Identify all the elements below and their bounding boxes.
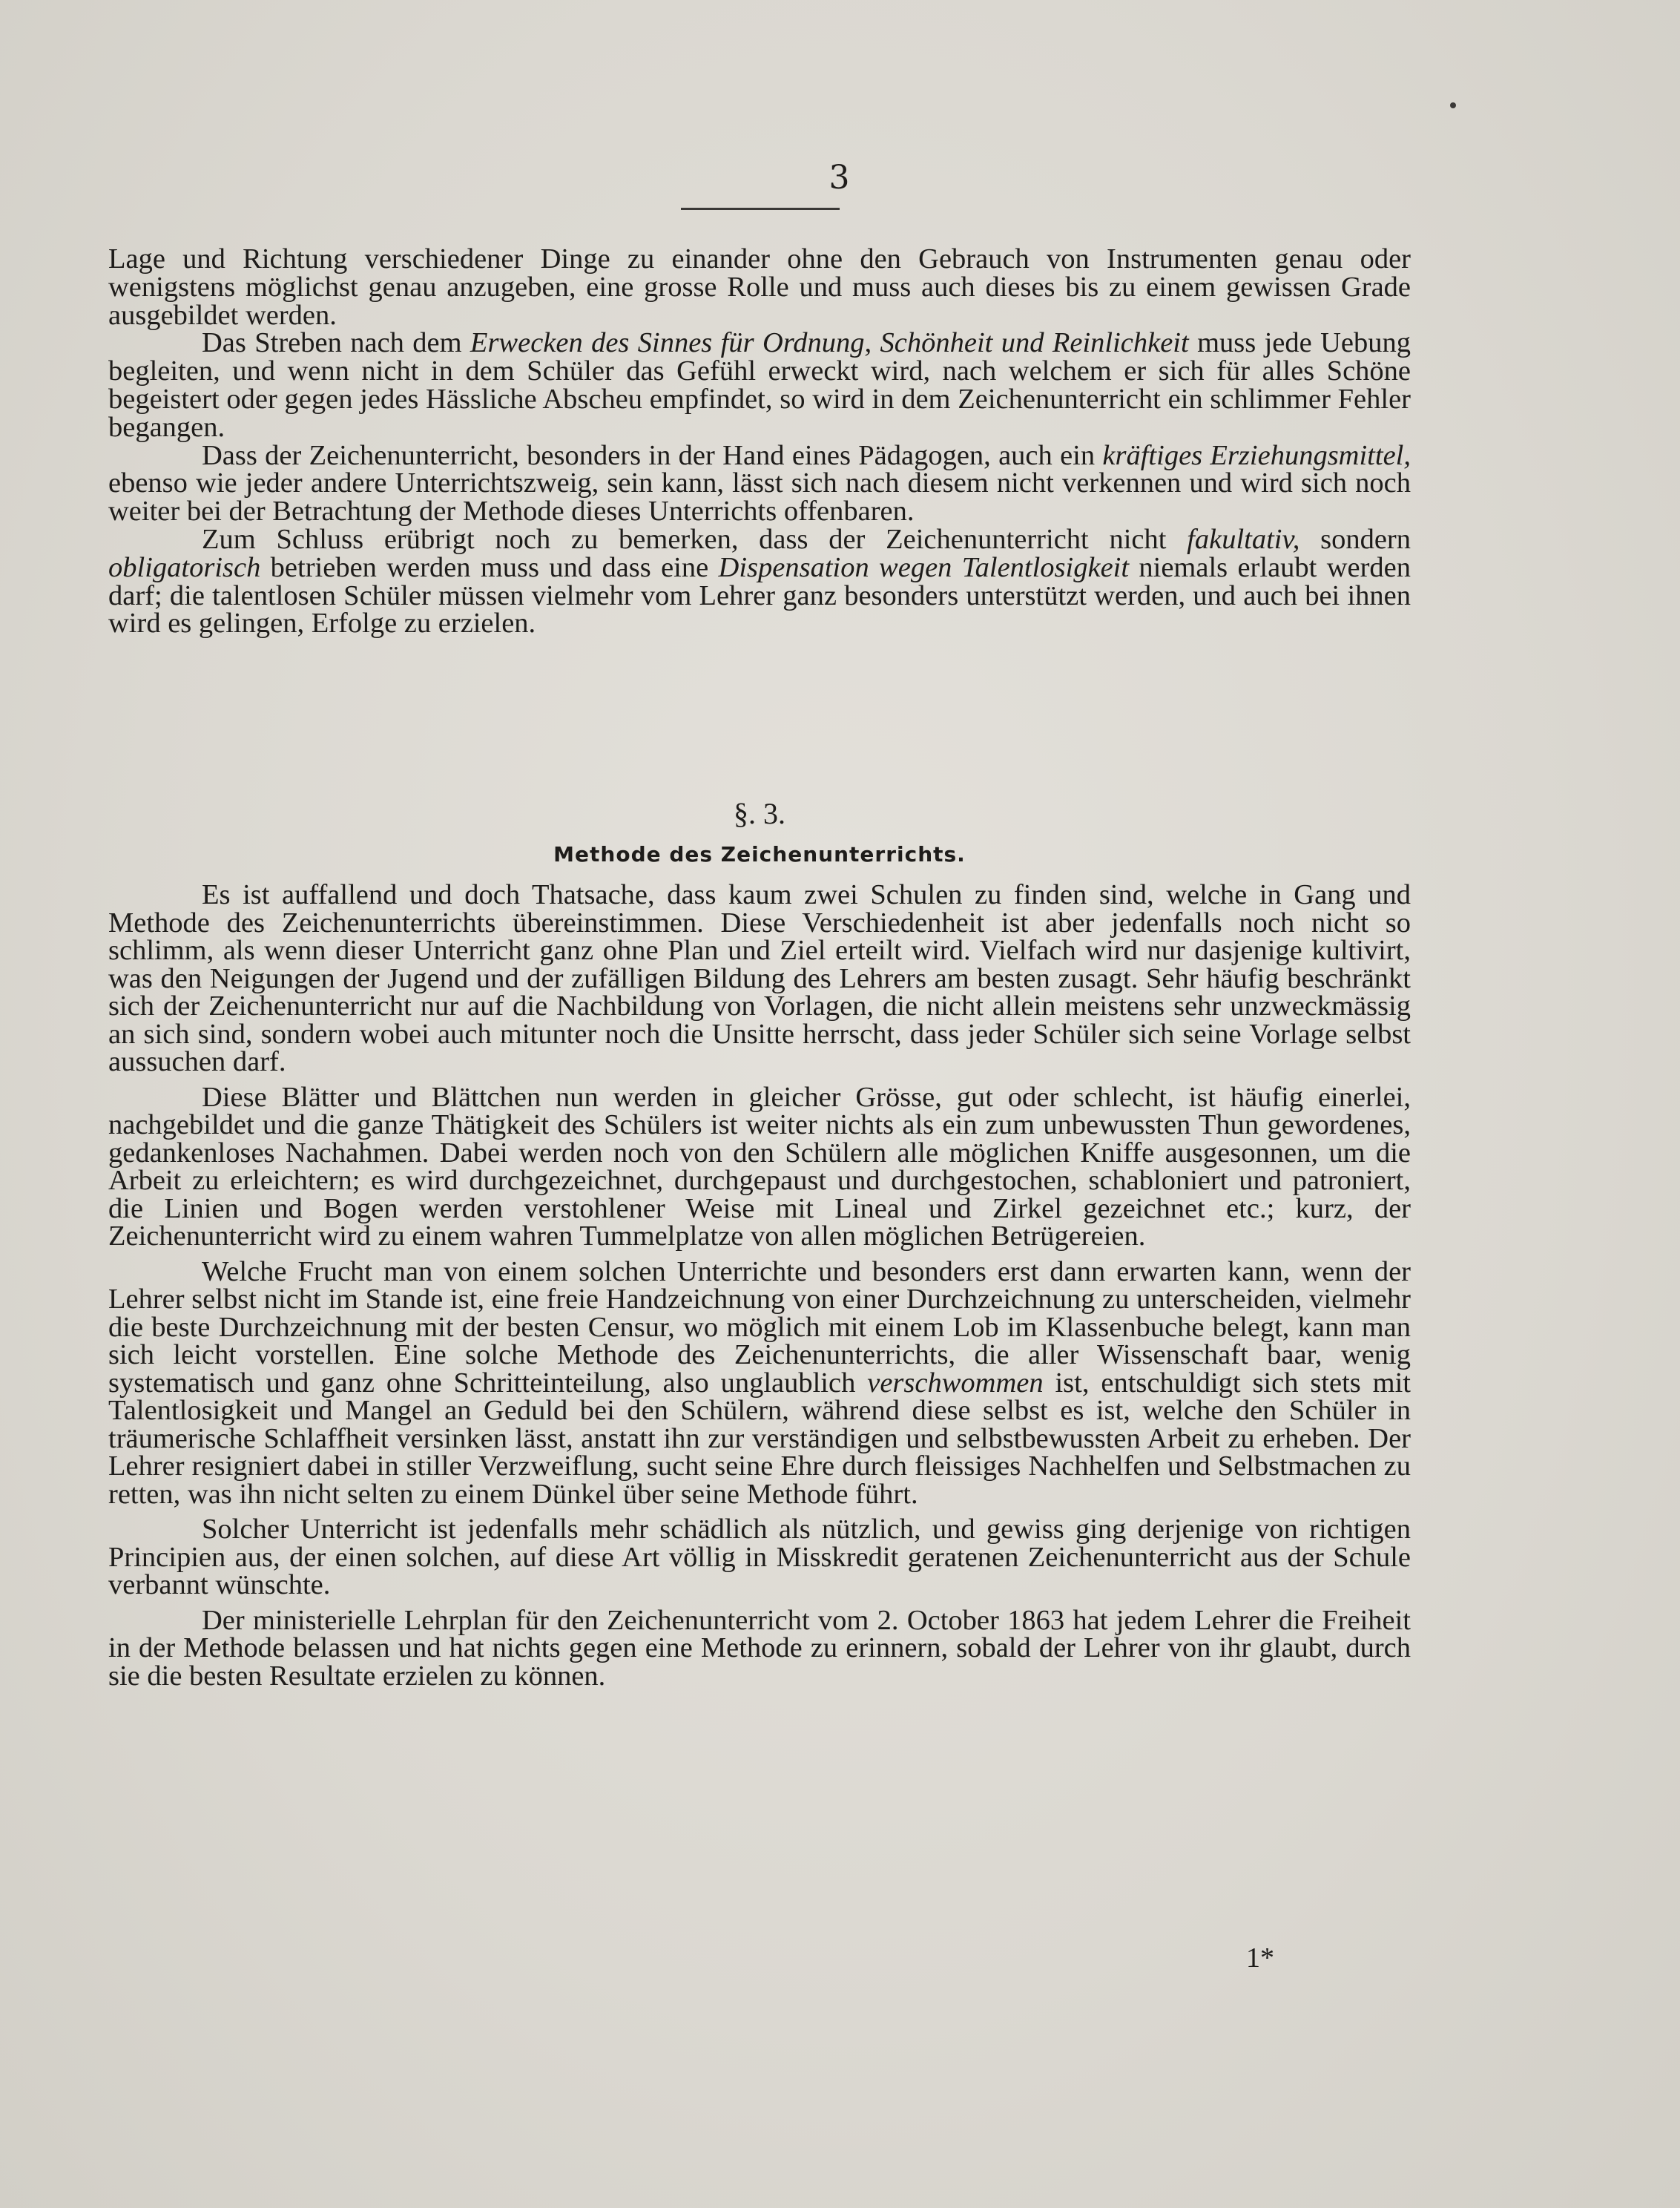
body-paragraph-5: Der ministerielle Lehrplan für den Zeichenunterricht vom 2. October 1863 hat jedem Lehrer die Freiheit in der Methode belassen und hat nichts gegen eine Methode zu erinnern, sobald der Lehrer von ihr glaubt, durch sie die besten Resultate erzielen zu können. xyxy=(108,1604,1411,1692)
text-run: betrieben werden muss und dass eine xyxy=(260,551,719,583)
intro-paragraph-2 xyxy=(108,329,1411,441)
body-text-block xyxy=(108,881,1411,1690)
emphasis: Erwecken des Sinnes für Ordnung, Schönheit und Reinlichkeit xyxy=(470,327,1189,359)
signature-mark: 1* xyxy=(1246,1942,1274,1974)
intro-paragraph-1: Lage und Richtung verschiedener Dinge zu einander ohne den Gebrauch von Instrumenten genau oder wenigstens möglichst genau anzugeben, eine grosse Rolle und muss auch dieses bis zu einem gewissen Grade ausgebildet werden. xyxy=(108,243,1411,331)
text-run: muss jede Uebung begleiten, und wenn nicht in dem Schüler das Gefühl erweckt wird, nach welchem er sich für alles Schöne begeistert oder gegen jedes Hässliche Abscheu empfindet, so wird in dem Zeichenunterricht ein schlimmer Fehler begangen. xyxy=(108,327,1411,443)
emphasis: kräftiges Erziehungsmittel, xyxy=(1102,439,1411,471)
body-paragraph-2: Diese Blätter und Blättchen nun werden in gleicher Grösse, gut oder schlecht, ist häufig einerlei, nachgebildet und die ganze Thätigkeit des Schülers ist weiter nichts als ein zum unbewussten Thun gewordenes, gedankenloses Nachahmen. Dabei werden noch von den Schülern alle möglichen Kniffe ausgesonnen, um die Arbeit zu erleichtern; es wird durchgezeichnet, durchgepaust und durchgestochen, schabloniert und patroniert, die Linien und Bogen werden verstohlener Weise mit Lineal und Zirkel gezeichnet etc.; kurz, der Zeichenunterricht wird zu einem wahren Tummelplatze von allen möglichen Betrügereien. xyxy=(108,1081,1411,1252)
text-run: Welche Frucht man von einem solchen Unterrichte und besonders erst dann erwarten kann, wenn der Lehrer selbst nicht im Stande ist, eine freie Handzeichnung von einer Durchzeichnung zu unterscheiden, vielmehr die beste Durchzeichnung mit der besten Censur, wo möglich mit einem Lob im Klassenbuche belegt, kann man sich leicht vorstellen. Eine solche Methode des Zeichenunterrichts, die aller Wissenschaft baar, wenig systematisch und ganz ohne Schritteinteilung, also unglaublich xyxy=(108,1255,1411,1399)
page-number: 3 xyxy=(829,159,851,197)
emphasis: obligatorisch xyxy=(108,551,261,583)
text-run: ebenso wie jeder andere Unterrichtszweig, sein kann, lässt sich nach diesem nicht verkennen und wird sich noch weiter bei der Betrachtung der Methode dieses Unterrichts offenbaren. xyxy=(108,467,1411,528)
ink-speck xyxy=(1450,102,1456,108)
intro-paragraph-3 xyxy=(108,439,1411,528)
intro-text-block xyxy=(108,243,1411,640)
text-run: sondern xyxy=(1299,523,1411,555)
body-paragraph-4: Solcher Unterricht ist jedenfalls mehr schädlich als nützlich, und gewiss ging derjenige von richtigen Principien aus, der einen solchen, auf diese Art völlig in Misskredit geratenen Zeichenunterricht aus der Schule verbannt wünschte. xyxy=(108,1514,1411,1600)
text-run: Zum Schluss erübrigt noch zu bemerken, dass der Zeichenunterricht nicht xyxy=(202,523,1187,555)
section-title: Methode des Zeichenunterrichts. xyxy=(553,842,966,867)
emphasis: Dispensation wegen Talentlosigkeit xyxy=(718,551,1130,583)
emphasis: fakultativ, xyxy=(1187,523,1300,555)
intro-paragraph-4 xyxy=(108,523,1411,640)
page-number-rule xyxy=(681,208,840,210)
text-run: Das Streben nach dem xyxy=(202,327,470,359)
body-paragraph-1: Es ist auffallend und doch Thatsache, dass kaum zwei Schulen zu finden sind, welche in Gang und Methode des Zeichenunterrichts übereinstimmen. Diese Verschiedenheit ist aber jedenfalls noch nicht so schlimm, als wenn dieser Unterricht ganz ohne Plan und Ziel erteilt wird. Vielfach wird nur dasjenige kultivirt, was den Neigungen der Jugend und der zufälligen Bildung des Lehrers am besten zusagt. Sehr häufig beschränkt sich der Zeichenunterricht nur auf die Nachbildung von Vorlagen, die nicht allein meistens sehr unzweckmässig an sich sind, sondern wobei auch mitunter noch die Unsitte herrscht, dass jeder Schüler sich seine Vorlage selbst aussuchen darf. xyxy=(108,879,1411,1077)
emphasis: verschwommen xyxy=(867,1367,1044,1399)
text-run: Dass der Zeichenunterricht, besonders in der Hand eines Pädagogen, auch ein xyxy=(202,439,1103,471)
text-run: niemals erlaubt werden darf; die talentlosen Schüler müssen vielmehr vom Lehrer ganz besonders unterstützt werden, und auch bei ihnen wird es gelingen, Erfolge zu erzielen. xyxy=(108,551,1411,640)
section-number: §. 3. xyxy=(734,797,785,830)
text-run: ist, entschuldigt sich stets mit Talentlosigkeit und Mangel an Geduld bei den Schülern, während diese selbst es ist, welche den Schüler in träumerische Schlaffheit versinken lässt, anstatt ihn zur verständigen und selbstbewussten Arbeit zu erheben. Der Lehrer resigniert dabei in stiller Verzweiflung, sucht seine Ehre durch fleissiges Nachhelfen und Selbstmachen zu retten, was ihn nicht selten zu einem Dünkel über seine Methode führt. xyxy=(108,1367,1411,1510)
body-paragraph-3 xyxy=(108,1255,1411,1510)
